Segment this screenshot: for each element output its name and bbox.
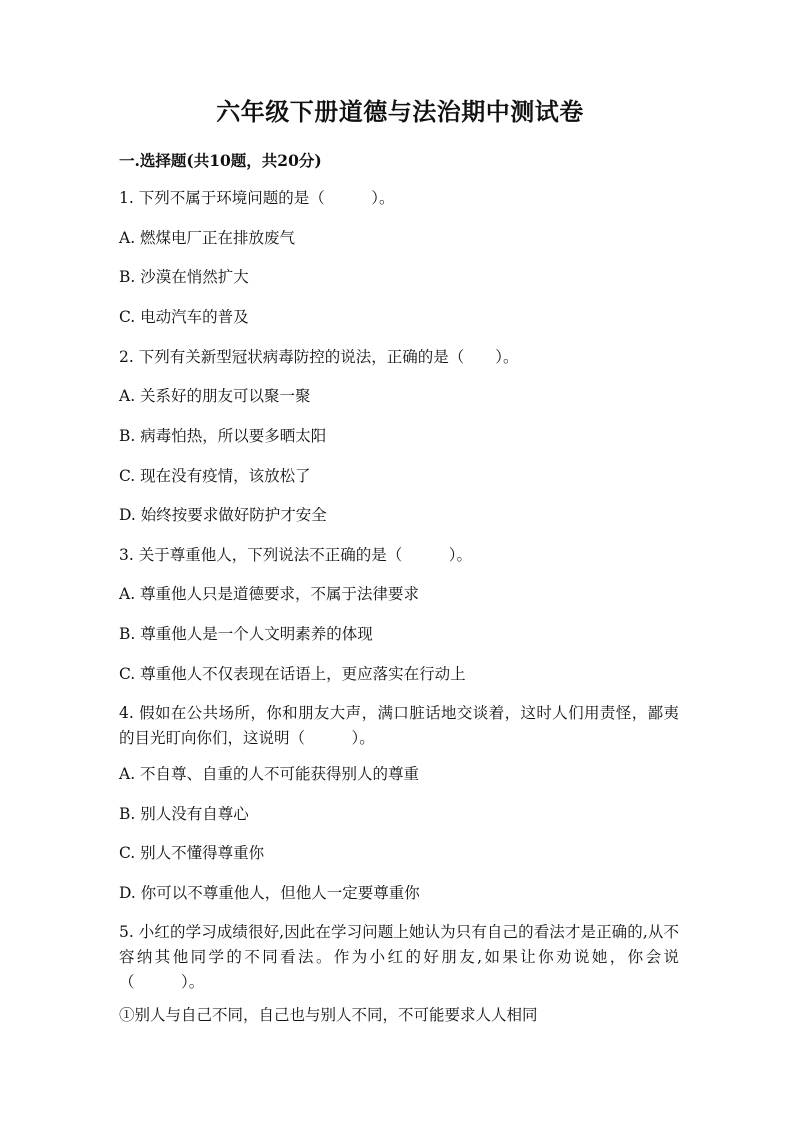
question-1-stem: 1. 下列不属于环境问题的是（ ）。 [119, 189, 395, 207]
question-4-option-d: D. 你可以不尊重他人，但他人一定要尊重你 [119, 884, 420, 902]
question-4-option-a: A. 不自尊、自重的人不可能获得别人的尊重 [119, 765, 420, 783]
question-1-option-b: B. 沙漠在悄然扩大 [119, 268, 249, 286]
question-4-option-b: B. 别人没有自尊心 [119, 805, 249, 823]
question-1-option-c: C. 电动汽车的普及 [119, 308, 249, 326]
question-4-option-c: C. 别人不懂得尊重你 [119, 844, 265, 862]
question-5-statement-1: ①别人与自己不同，自己也与别人不同，不可能要求人人相同 [119, 1006, 538, 1024]
question-5-stem: 5. 小红的学习成绩很好,因此在学习问题上她认为只有自己的看法才是正确的,从不容纳其他同学的不同看法。作为小红的好朋友,如果让你劝说她，你会说（ ）。 [119, 923, 679, 991]
question-2-option-c: C. 现在没有疫情，该放松了 [119, 467, 311, 485]
question-2-option-b: B. 病毒怕热，所以要多晒太阳 [119, 427, 327, 445]
question-3-stem: 3. 关于尊重他人，下列说法不正确的是（ ）。 [119, 546, 472, 564]
question-3-option-c: C. 尊重他人不仅表现在话语上，更应落实在行动上 [119, 665, 466, 683]
question-4-stem: 4. 假如在公共场所，你和朋友大声，满口脏话地交谈着，这时人们用责怪，鄙夷的目光盯向你们，这说明（ ）。 [119, 704, 679, 747]
question-2-option-d: D. 始终按要求做好防护才安全 [119, 506, 327, 524]
question-1-option-a: A. 燃煤电厂正在排放废气 [119, 229, 296, 247]
exam-title: 六年级下册道德与法治期中测试卷 [216, 97, 584, 126]
question-3-option-b: B. 尊重他人是一个人文明素养的体现 [119, 625, 373, 643]
section-heading: 一.选择题(共10题，共20分) [119, 151, 322, 170]
question-2-stem: 2. 下列有关新型冠状病毒防控的说法，正确的是（ ）。 [119, 348, 519, 366]
question-3-option-a: A. 尊重他人只是道德要求，不属于法律要求 [119, 585, 420, 603]
question-2-option-a: A. 关系好的朋友可以聚一聚 [119, 387, 311, 405]
